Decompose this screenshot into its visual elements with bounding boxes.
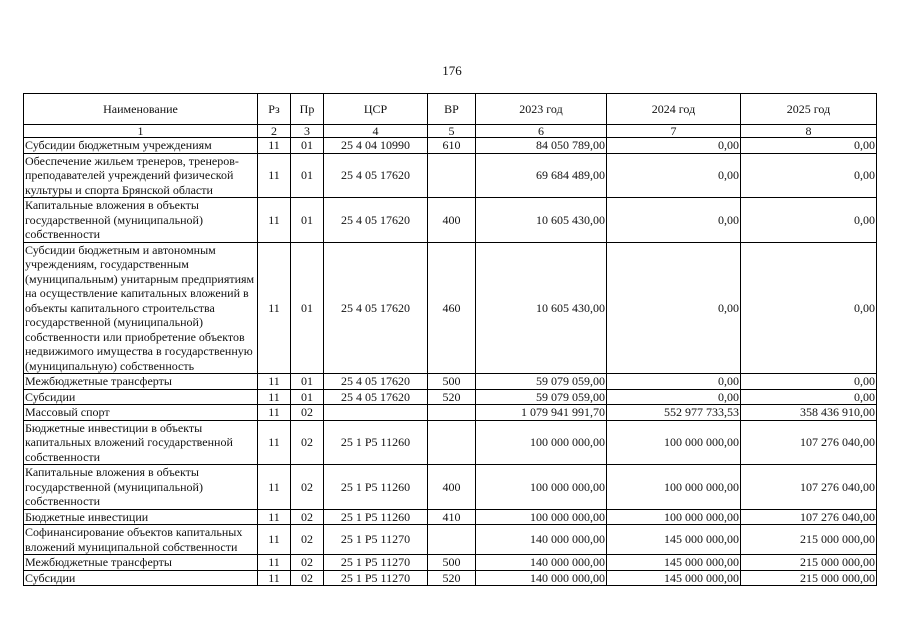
column-number: 3 [291, 125, 324, 138]
row-csr-cell: 25 4 05 17620 [324, 198, 428, 243]
row-2025-cell: 0,00 [741, 374, 877, 390]
row-rz-cell: 11 [258, 198, 291, 243]
row-name-cell: Субсидии бюджетным учреждениям [24, 138, 258, 154]
row-name-cell: Субсидии [24, 570, 258, 586]
header-name: Наименование [24, 94, 258, 125]
row-2023-cell: 69 684 489,00 [476, 153, 607, 198]
row-2025-cell: 358 436 910,00 [741, 405, 877, 421]
row-vr-cell: 400 [428, 465, 476, 510]
row-2023-cell: 140 000 000,00 [476, 570, 607, 586]
row-2024-cell: 100 000 000,00 [607, 465, 741, 510]
row-csr-cell: 25 4 05 17620 [324, 389, 428, 405]
row-pr-cell: 02 [291, 465, 324, 510]
row-pr-cell: 02 [291, 509, 324, 525]
row-name-cell: Капитальные вложения в объекты государственной (муниципальной) собственности [24, 198, 258, 243]
row-2023-cell: 100 000 000,00 [476, 465, 607, 510]
row-2025-cell: 215 000 000,00 [741, 570, 877, 586]
row-vr-cell: 460 [428, 242, 476, 374]
row-pr-cell: 02 [291, 405, 324, 421]
row-csr-cell: 25 1 Р5 11270 [324, 555, 428, 571]
row-vr-cell: 520 [428, 570, 476, 586]
row-vr-cell [428, 405, 476, 421]
row-2023-cell: 59 079 059,00 [476, 374, 607, 390]
table-row [24, 555, 877, 571]
row-2025-cell: 0,00 [741, 138, 877, 154]
table-row [24, 389, 877, 405]
header-csr: ЦСР [324, 94, 428, 125]
header-row [24, 94, 877, 125]
row-2024-cell: 0,00 [607, 374, 741, 390]
row-2025-cell: 0,00 [741, 242, 877, 374]
row-vr-cell: 520 [428, 389, 476, 405]
row-2024-cell: 0,00 [607, 153, 741, 198]
row-rz-cell: 11 [258, 242, 291, 374]
row-rz-cell: 11 [258, 465, 291, 510]
row-rz-cell: 11 [258, 525, 291, 555]
budget-table [23, 93, 877, 586]
row-pr-cell: 02 [291, 570, 324, 586]
row-rz-cell: 11 [258, 138, 291, 154]
row-2025-cell: 0,00 [741, 389, 877, 405]
header-2025: 2025 год [741, 94, 877, 125]
row-pr-cell: 02 [291, 525, 324, 555]
row-2024-cell: 100 000 000,00 [607, 420, 741, 465]
row-vr-cell [428, 153, 476, 198]
row-vr-cell [428, 420, 476, 465]
header-vr: ВР [428, 94, 476, 125]
row-2024-cell: 0,00 [607, 242, 741, 374]
column-number: 5 [428, 125, 476, 138]
header-2023: 2023 год [476, 94, 607, 125]
row-pr-cell: 02 [291, 555, 324, 571]
table-row [24, 570, 877, 586]
row-rz-cell: 11 [258, 555, 291, 571]
row-2025-cell: 107 276 040,00 [741, 420, 877, 465]
row-rz-cell: 11 [258, 405, 291, 421]
row-rz-cell: 11 [258, 420, 291, 465]
row-2023-cell: 140 000 000,00 [476, 555, 607, 571]
row-2023-cell: 84 050 789,00 [476, 138, 607, 154]
row-2023-cell: 1 079 941 991,70 [476, 405, 607, 421]
row-csr-cell: 25 1 Р5 11270 [324, 570, 428, 586]
column-number: 1 [24, 125, 258, 138]
row-vr-cell: 500 [428, 374, 476, 390]
table-row [24, 242, 877, 374]
row-2024-cell: 0,00 [607, 198, 741, 243]
row-vr-cell: 500 [428, 555, 476, 571]
row-vr-cell: 400 [428, 198, 476, 243]
row-pr-cell: 01 [291, 198, 324, 243]
row-name-cell: Субсидии [24, 389, 258, 405]
column-number: 7 [607, 125, 741, 138]
row-csr-cell: 25 1 Р5 11270 [324, 525, 428, 555]
row-2025-cell: 215 000 000,00 [741, 525, 877, 555]
row-2025-cell: 0,00 [741, 153, 877, 198]
row-vr-cell [428, 525, 476, 555]
table-row [24, 198, 877, 243]
row-rz-cell: 11 [258, 374, 291, 390]
page-number: 176 [442, 63, 462, 78]
header-rz: Рз [258, 94, 291, 125]
header-pr: Пр [291, 94, 324, 125]
table-row [24, 405, 877, 421]
column-number-row [24, 125, 877, 138]
row-2024-cell: 145 000 000,00 [607, 555, 741, 571]
row-rz-cell: 11 [258, 389, 291, 405]
row-rz-cell: 11 [258, 509, 291, 525]
row-name-cell: Бюджетные инвестиции [24, 509, 258, 525]
table-row [24, 420, 877, 465]
row-pr-cell: 01 [291, 138, 324, 154]
row-csr-cell [324, 405, 428, 421]
row-pr-cell: 01 [291, 374, 324, 390]
row-name-cell: Межбюджетные трансферты [24, 374, 258, 390]
row-2024-cell: 0,00 [607, 138, 741, 154]
table-row [24, 374, 877, 390]
row-csr-cell: 25 4 05 17620 [324, 374, 428, 390]
row-name-cell: Капитальные вложения в объекты государственной (муниципальной) собственности [24, 465, 258, 510]
row-vr-cell: 410 [428, 509, 476, 525]
row-name-cell: Бюджетные инвестиции в объекты капитальных вложений государственной собственности [24, 420, 258, 465]
row-csr-cell: 25 1 Р5 11260 [324, 420, 428, 465]
table-row [24, 153, 877, 198]
row-csr-cell: 25 1 Р5 11260 [324, 509, 428, 525]
row-2025-cell: 107 276 040,00 [741, 509, 877, 525]
table-row [24, 465, 877, 510]
row-name-cell: Софинансирование объектов капитальных вложений муниципальной собственности [24, 525, 258, 555]
row-pr-cell: 01 [291, 242, 324, 374]
row-2023-cell: 10 605 430,00 [476, 242, 607, 374]
row-2025-cell: 107 276 040,00 [741, 465, 877, 510]
header-2024: 2024 год [607, 94, 741, 125]
row-2023-cell: 100 000 000,00 [476, 420, 607, 465]
row-name-cell: Массовый спорт [24, 405, 258, 421]
row-2025-cell: 215 000 000,00 [741, 555, 877, 571]
row-rz-cell: 11 [258, 570, 291, 586]
row-name-cell: Субсидии бюджетным и автономным учреждениям, государственным (муниципальным) унитарным предприятиям на осуществление капитальных вложений в объекты капитального строительства государственной (муниципальной) собственности или приобретение объектов недвижимого имущества в государственную (муниципальную) собственность [24, 242, 258, 374]
row-2023-cell: 10 605 430,00 [476, 198, 607, 243]
column-number: 4 [324, 125, 428, 138]
row-csr-cell: 25 4 05 17620 [324, 242, 428, 374]
table-row [24, 525, 877, 555]
row-pr-cell: 02 [291, 420, 324, 465]
row-2024-cell: 145 000 000,00 [607, 570, 741, 586]
row-vr-cell: 610 [428, 138, 476, 154]
row-2024-cell: 145 000 000,00 [607, 525, 741, 555]
row-name-cell: Межбюджетные трансферты [24, 555, 258, 571]
table-row [24, 138, 877, 154]
row-csr-cell: 25 4 04 10990 [324, 138, 428, 154]
row-pr-cell: 01 [291, 153, 324, 198]
row-rz-cell: 11 [258, 153, 291, 198]
row-csr-cell: 25 1 Р5 11260 [324, 465, 428, 510]
column-number: 8 [741, 125, 877, 138]
row-csr-cell: 25 4 05 17620 [324, 153, 428, 198]
row-2025-cell: 0,00 [741, 198, 877, 243]
table-row [24, 509, 877, 525]
row-2024-cell: 0,00 [607, 389, 741, 405]
column-number: 6 [476, 125, 607, 138]
row-2024-cell: 552 977 733,53 [607, 405, 741, 421]
row-pr-cell: 01 [291, 389, 324, 405]
row-2023-cell: 59 079 059,00 [476, 389, 607, 405]
row-2023-cell: 100 000 000,00 [476, 509, 607, 525]
row-2024-cell: 100 000 000,00 [607, 509, 741, 525]
row-name-cell: Обеспечение жильем тренеров, тренеров-преподавателей учреждений физической культуры и спорта Брянской области [24, 153, 258, 198]
column-number: 2 [258, 125, 291, 138]
row-2023-cell: 140 000 000,00 [476, 525, 607, 555]
